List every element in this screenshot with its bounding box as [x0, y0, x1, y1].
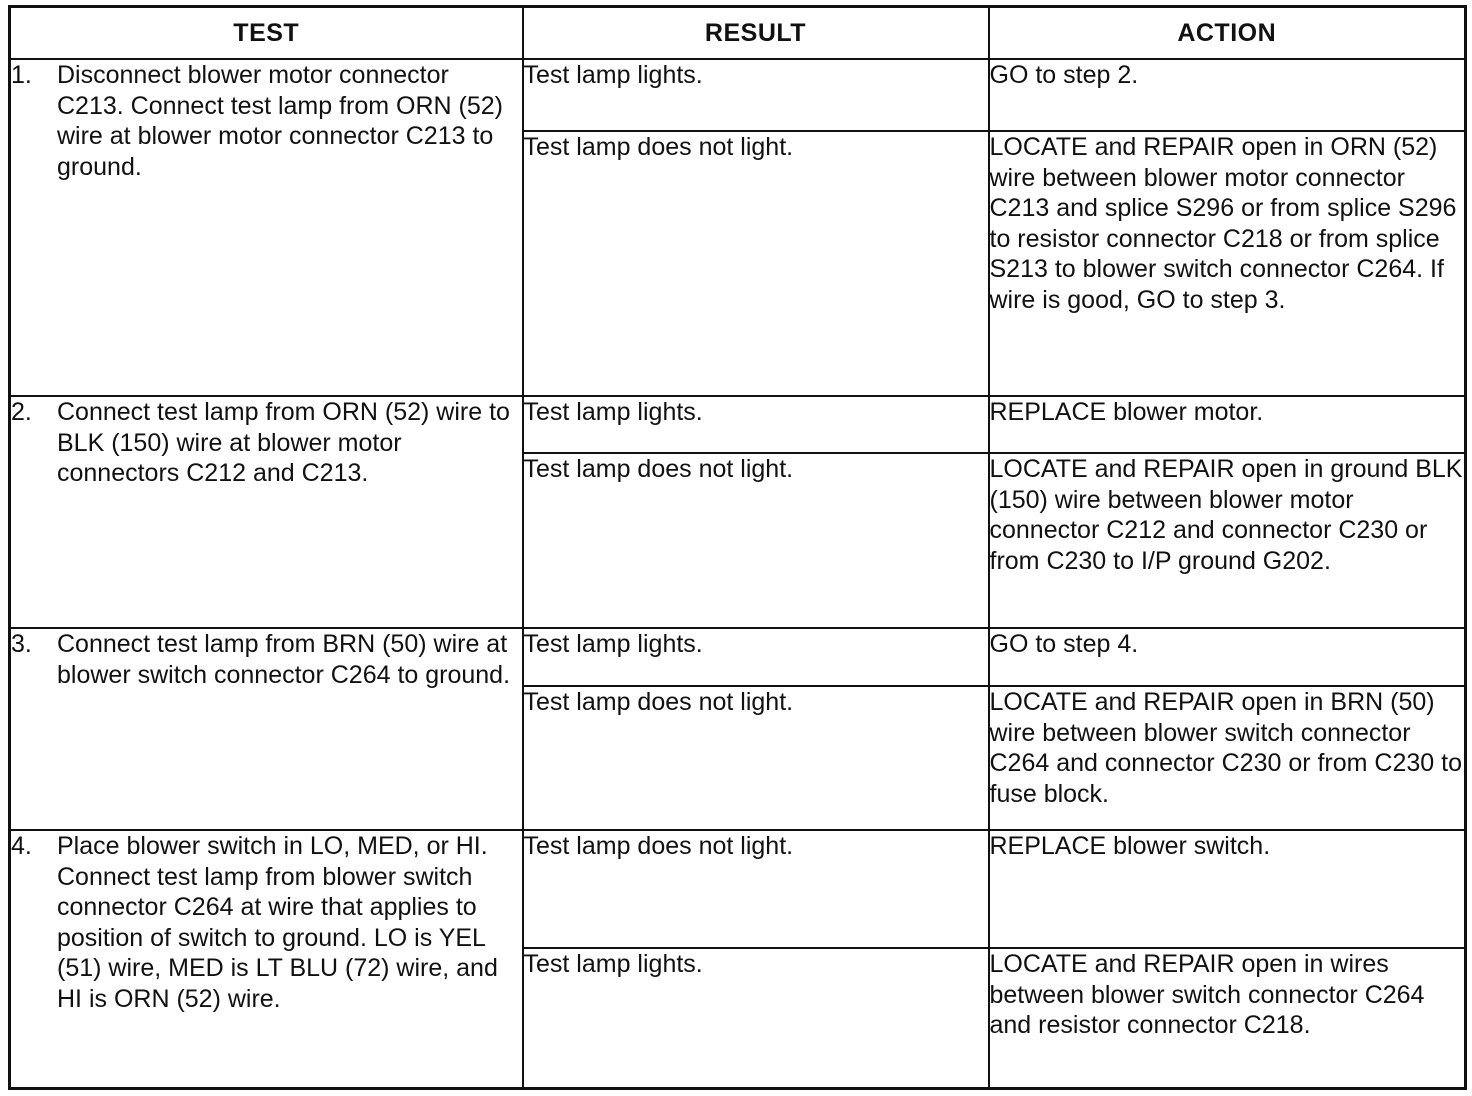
test-cell	[10, 396, 523, 628]
diagnostic-table	[8, 5, 1467, 1090]
result-cell: Test lamp does not light.	[523, 131, 989, 396]
result-cell: Test lamp lights.	[523, 948, 989, 1088]
action-cell: REPLACE blower motor.	[989, 396, 1466, 453]
action-cell: LOCATE and REPAIR open in BRN (50) wire between blower switch connector C264 and connector C230 or from C230 to fuse block.	[989, 686, 1466, 830]
table-row	[10, 396, 1466, 453]
action-cell: LOCATE and REPAIR open in ground BLK (150) wire between blower motor connector C212 and connector C230 or from C230 to I/P ground G202.	[989, 453, 1466, 628]
result-cell: Test lamp lights.	[523, 628, 989, 686]
header-row	[10, 7, 1466, 60]
step-number: 2.	[11, 398, 32, 426]
test-instruction: Place blower switch in LO, MED, or HI. Connect test lamp from blower switch connector C264 at wire that applies to position of switch to ground. LO is YEL (51) wire, MED is LT BLU (72) wire, and HI is ORN (52) wire.	[57, 832, 498, 1013]
test-instruction: Connect test lamp from ORN (52) wire to BLK (150) wire at blower motor connectors C212 and C213.	[57, 398, 510, 487]
test-instruction: Connect test lamp from BRN (50) wire at blower switch connector C264 to ground.	[57, 630, 511, 689]
test-cell	[10, 830, 523, 1088]
table-row	[10, 830, 1466, 948]
result-cell: Test lamp does not light.	[523, 686, 989, 830]
column-header-action: ACTION	[989, 7, 1466, 60]
table-row	[10, 59, 1466, 131]
action-cell: GO to step 4.	[989, 628, 1466, 686]
column-header-test: TEST	[10, 7, 523, 60]
diagnostic-table-page	[8, 5, 1464, 1089]
action-cell: GO to step 2.	[989, 59, 1466, 131]
test-instruction: Disconnect blower motor connector C213. Connect test lamp from ORN (52) wire at blower motor connector C213 to ground.	[57, 61, 503, 181]
step-number: 3.	[11, 630, 32, 658]
result-cell: Test lamp does not light.	[523, 453, 989, 628]
action-cell: LOCATE and REPAIR open in ORN (52) wire between blower motor connector C213 and splice S296 or from splice S296 to resistor connector C218 or from splice S213 to blower switch connector C264. If wire is good, GO to step 3.	[989, 131, 1466, 396]
result-cell: Test lamp does not light.	[523, 830, 989, 948]
test-cell	[10, 628, 523, 830]
action-cell: LOCATE and REPAIR open in wires between blower switch connector C264 and resistor connector C218.	[989, 948, 1466, 1088]
table-row	[10, 628, 1466, 686]
test-cell	[10, 59, 523, 396]
column-header-result: RESULT	[523, 7, 989, 60]
action-cell: REPLACE blower switch.	[989, 830, 1466, 948]
result-cell: Test lamp lights.	[523, 59, 989, 131]
result-cell: Test lamp lights.	[523, 396, 989, 453]
step-number: 4.	[11, 832, 32, 860]
step-number: 1.	[11, 61, 32, 89]
